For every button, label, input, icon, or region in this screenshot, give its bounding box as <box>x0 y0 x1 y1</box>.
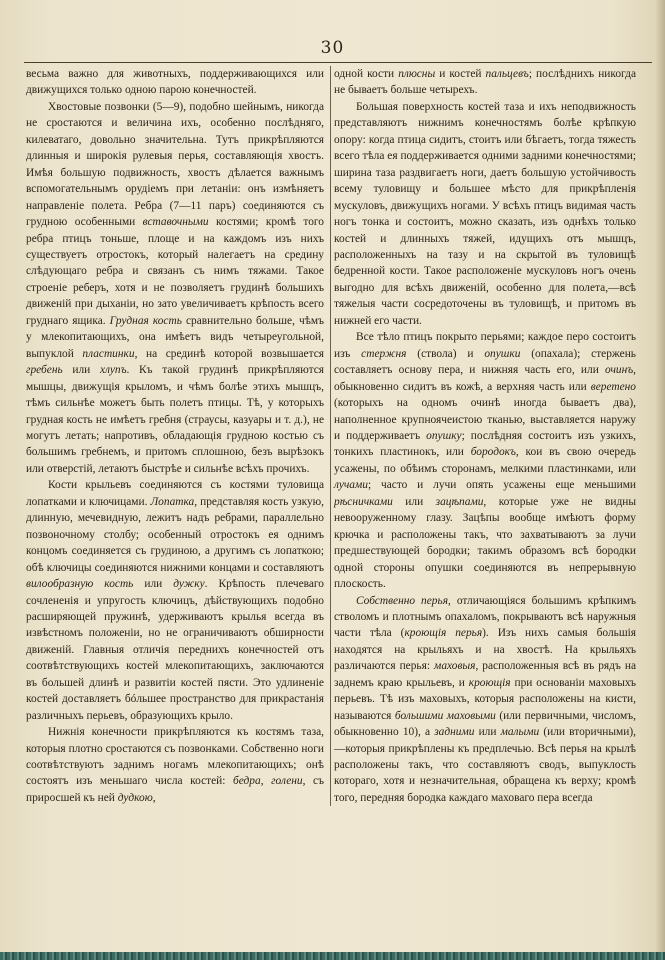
italic-term: малыми <box>500 726 540 739</box>
italic-term: голени <box>271 775 303 788</box>
text-run: , представляя кость узкую, длинную, мечевидную, лежитъ надъ ребрами, параллельно позвоночному столбу; особенный отростокъ ея однимъ концомъ соединяется съ грудиною, а другимъ съ лопаткою; обѣ ключицы соединяются нижними концами и составляютъ <box>26 495 324 574</box>
text-run: и костей <box>435 68 486 80</box>
text-run: (или вторичными),—которыя прикрѣплены къ предплечью. Всѣ перья на крылѣ расположены такъ, что составляютъ сводъ, выпуклость котораго, хотя и незначительная, обращена къ верху; кромѣ того, передняя бородка каждаго маховаго пера всегда <box>334 726 636 804</box>
text-run: ; послѣднихъ никогда не бываетъ больше четырехъ. <box>334 68 636 97</box>
text-run: , обыкновенно сидитъ въ кожѣ, а верхняя часть или <box>334 364 636 393</box>
text-run: или <box>133 578 174 591</box>
text-run: (или первичными, числомъ, обыкновенно 10), а <box>334 709 636 739</box>
italic-term: стержня <box>361 347 407 360</box>
italic-term: кроющія перья <box>404 627 483 640</box>
text-run: , отличающіяся большимъ крѣпкимъ стволомъ и плотнымъ опахаломъ, покрываютъ всѣ наружныя части тѣла ( <box>334 594 636 640</box>
italic-term: вставочными <box>142 216 209 229</box>
paragraph <box>334 99 636 329</box>
text-run: ; часто и лучи опять усажены еще меньшими <box>367 479 636 492</box>
italic-term: пальцевъ <box>485 68 529 80</box>
text-run: одной кости <box>334 68 399 80</box>
italic-term: зацѣпами <box>435 495 484 508</box>
text-run: (опахала); стержень составляетъ основу пера, и нижняя часть его, или <box>334 347 637 377</box>
text-run: или <box>62 364 100 377</box>
italic-term: дудкою <box>117 791 153 804</box>
italic-term: Грудная кость <box>109 314 182 327</box>
italic-term: плюсны <box>398 68 436 80</box>
paragraph <box>26 66 324 99</box>
text-run: или <box>392 495 436 508</box>
text-run: или <box>474 726 501 739</box>
paragraph <box>26 724 324 806</box>
text-run: костями; кромѣ того ребра птицъ тоньше, площе и на каждомъ изъ нихъ существуетъ отростокъ, который налегаетъ на средину слѣдующаго ребра и связанъ съ нимъ тяжами. Такое строеніе реберъ, хотя и не позволяетъ грудинѣ большихъ движеній при дыханіи, но зато увеличиваетъ крѣпость всего груднаго ящика. <box>26 216 324 327</box>
text-run: ). Изъ нихъ самыя большія находятся на крыльяхъ и на хвостѣ. На крыльяхъ различаются перья: <box>334 627 636 673</box>
italic-term: большими маховыми <box>394 709 496 722</box>
text-run: (ствола) и <box>406 347 485 360</box>
text-run: ; послѣдняя состоитъ изъ узкихъ, тонкихъ пластинокъ, или <box>334 429 636 459</box>
text-run: , <box>260 775 272 788</box>
header-rule <box>24 62 652 63</box>
text-run: . Крѣпость плечеваго сочлененія и упругость ключицъ, дѣйствующихъ подобно расширяющей пружинѣ, удерживаютъ крылья всегда въ извѣстномъ положеніи, но не ограничиваютъ обширности движеній. Главныя отличія переднихъ конечностей отъ соотвѣтствующихъ костей млекопитающихъ, заключаются въ большей длинѣ и развитіи костей пясти. Это удлиненіе костей доставляетъ бóльшее пространство для прикрастанія различныхъ перьевъ, образующихъ крыло. <box>26 578 324 722</box>
paragraph <box>26 477 324 724</box>
italic-term: рѣсничками <box>334 495 393 508</box>
text-run: сравнительно больше, чѣмъ у млекопитающихъ, она имѣетъ видъ четыреугольной, выпуклой <box>26 314 324 360</box>
italic-term: бородокъ <box>470 446 516 459</box>
italic-term: опушку <box>426 429 462 442</box>
page-edge-shadow <box>655 0 665 960</box>
italic-term: веретено <box>590 380 636 393</box>
right-column <box>334 66 636 806</box>
paragraph <box>26 99 324 477</box>
text-run: . Къ такой грудинѣ прикрѣпляются мышцы, движущія крыломъ, и чѣмъ болѣе этихъ мышцъ, тѣмъ сильнѣе можетъ быть полетъ птицы. Тѣ, у которыхъ грудная кость не имѣетъ гребня (страусы, казуары и т. д.), не могутъ летать; напротивъ, обладающія грудною костью съ большимъ гребнемъ, и притомъ сплошною, безъ вырѣзокъ или отверстій, летаютъ быстрѣе и сильнѣе всѣхъ прочихъ. <box>26 364 324 475</box>
text-run: Нижнія конечности прикрѣпляются къ костямъ таза, которыя плотно сростаются съ позвонками. Собственно ноги соотвѣтствуютъ заднимъ ногамъ млекопитающихъ; онѣ состоятъ изъ меньшаго числа костей: <box>26 726 324 788</box>
text-run: (которыхъ на одномъ очинѣ иногда бываетъ два), наполненное крупноячеистою тканью, выставляется наружу и поддерживаетъ <box>334 397 636 442</box>
italic-term: задними <box>434 726 475 739</box>
italic-term: вилообразную кость <box>26 578 134 591</box>
text-run: , съ приросшей къ ней <box>26 775 324 804</box>
text-run: , расположенныя всѣ въ рядъ на заднемъ краю крыльевъ, и <box>334 660 637 689</box>
text-run: при основаніи маховыхъ перьевъ. Тѣ изъ маховыхъ, которыя расположены на кисти, называются <box>334 676 636 722</box>
text-run: , <box>152 791 156 804</box>
paragraph <box>334 66 636 99</box>
binding-strip <box>0 952 665 960</box>
italic-term: дужку <box>173 578 205 591</box>
text-run: весьма важно для животныхъ, поддерживающихся или движущихся только одною парою конечностей. <box>26 68 324 97</box>
italic-term: лучами <box>334 479 368 492</box>
italic-term: пластинки <box>82 347 135 360</box>
italic-term: кроющія <box>468 676 511 689</box>
text-run: Все тѣло птицъ покрыто перьями; каждое перо состоитъ изъ <box>334 331 636 360</box>
text-run: , которые уже не видны невооруженному глазу. Зацѣпы вообще имѣютъ форму крючка и расположены такъ, что захватываютъ за лучи предшествующей бородки; такимъ образомъ всѣ бородки одной стороны опушки соединяются въ непрерывную плоскость. <box>334 495 636 591</box>
text-run: Хвостовые позвонки (5—9), подобно шейнымъ, никогда не сростаются и величина ихъ, особенно послѣдняго, килеватаго, довольно значительна. Тутъ прикрѣпляются длинныя и широкія рулевыя перья, составляющія хвостъ. Имѣя большую подвижность, хвостъ дѣлается важнымъ вспомогательнымъ орудіемъ при летаніи: онъ измѣняетъ направленіе полета. Ребра (7—11 паръ) соединяются съ грудною особенными <box>26 100 324 229</box>
text-run: , на срединѣ которой возвышается <box>134 347 324 360</box>
italic-term: очинъ <box>605 364 634 377</box>
italic-term: Лопатка <box>150 495 195 508</box>
text-run: Кости крыльевъ соединяются съ костями туловища лопатками и ключицами. <box>26 479 324 508</box>
italic-term: хлупъ <box>99 364 127 377</box>
italic-term: гребень <box>26 364 63 377</box>
page-number: 30 <box>320 38 345 58</box>
text-run: Большая поверхность костей таза и ихъ неподвижность представляютъ нижнимъ конечностямъ болѣе крѣпкую опору: когда птица сидитъ, стоитъ или бѣгаетъ, тогда тяжесть всего тѣла ея поддерживается одними задними конечностями; ширина таза раздвигаетъ ноги, даетъ большую устойчивость всему туловищу и большее мѣсто для прикрѣпленія мускуловъ, движущихъ ногами. У всѣхъ птицъ видимая часть ногъ тонка и состоитъ, можно сказать, изъ однѣхъ только костей и длинныхъ тяжей, идущихъ отъ мышцъ, расположенныхъ на тазу и на скрытой въ туловищѣ бедренной кости. Такое расположеніе мускуловъ ногъ очень выгодно для всѣхъ движеній, особенно для полета,—всѣ тяжелыя части сосредоточены въ туловищѣ, и притомъ въ нижней его части. <box>334 100 636 327</box>
paragraph <box>334 593 636 807</box>
italic-term: бедра <box>233 775 261 788</box>
left-column <box>26 66 331 806</box>
italic-term: маховыя <box>434 660 476 673</box>
italic-term: Собственно перья <box>356 594 448 607</box>
text-run: , кои въ свою очередь усажены, по обѣимъ сторонамъ, мелкими пластинками, или <box>334 446 636 475</box>
paragraph <box>334 329 636 592</box>
italic-term: опушки <box>484 347 521 360</box>
